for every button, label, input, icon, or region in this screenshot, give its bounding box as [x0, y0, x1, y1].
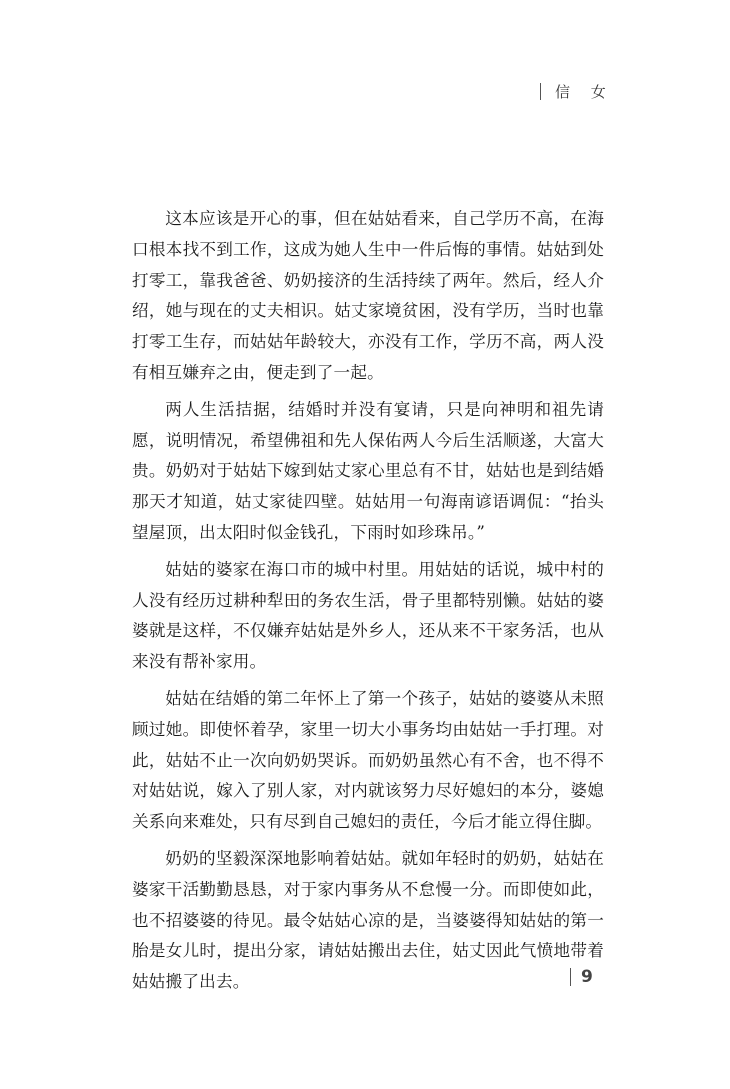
body-text [132, 204, 604, 1004]
paragraph-3: 姑姑的婆家在海口市的城中村里。用姑姑的话说，城中村的人没有经历过耕种犁田的务农生活，骨子里都特别懒。姑姑的婆婆就是这样，不仅嫌弃姑姑是外乡人，还从来不干家务活，也从来没有帮补家用。 [132, 559, 604, 672]
header-divider [540, 83, 541, 100]
paragraph-2: 两人生活拮据，结婚时并没有宴请，只是向神明和祖先请愿，说明情况，希望佛祖和先人保佑两人今后生活顺遂，大富大贵。奶奶对于姑姑下嫁到姑丈家心里总有不甘，姑姑也是到结婚那天才知道，姑丈家徒四壁。姑姑用一句海南谚语调侃：“抬头望屋顶，出太阳时似金钱孔，下雨时如珍珠吊。” [132, 399, 604, 542]
paragraph-4: 姑姑在结婚的第二年怀上了第一个孩子，姑姑的婆婆从未照顾过她。即使怀着孕，家里一切大小事务均由姑姑一手打理。对此，姑姑不止一次向奶奶哭诉。而奶奶虽然心有不舍，也不得不对姑姑说，嫁入了别人家，对内就该努力尽好媳妇的本分，婆媳关系向来难处，只有尽到自己媳妇的责任，今后才能立得住脚。 [132, 688, 604, 832]
running-header-title: 信 女 [555, 82, 614, 101]
paragraph-1: 这本应该是开心的事，但在姑姑看来，自己学历不高，在海口根本找不到工作，这成为她人生中一件后悔的事情。姑姑到处打零工，靠我爸爸、奶奶接济的生活持续了两年。然后，经人介绍，她与现在的丈夫相识。姑丈家境贫困，没有学历，当时也靠打零工生存，而姑姑年龄较大，亦没有工作，学历不高，两人没有相互嫌弃之由，便走到了一起。 [132, 209, 604, 382]
page-footer [570, 966, 593, 988]
running-header [540, 80, 614, 102]
page-number-divider [570, 968, 571, 986]
page-number: 9 [581, 967, 593, 987]
paragraph-5: 奶奶的坚毅深深地影响着姑姑。就如年轻时的奶奶，姑姑在婆家干活勤勤恳恳，对于家内事务从不怠慢一分。而即使如此，也不招婆婆的待见。最令姑姑心凉的是，当婆婆得知姑姑的第一胎是女儿时，提出分家，请姑姑搬出去住，姑丈因此气愤地带着姑姑搬了出去。 [132, 848, 604, 992]
